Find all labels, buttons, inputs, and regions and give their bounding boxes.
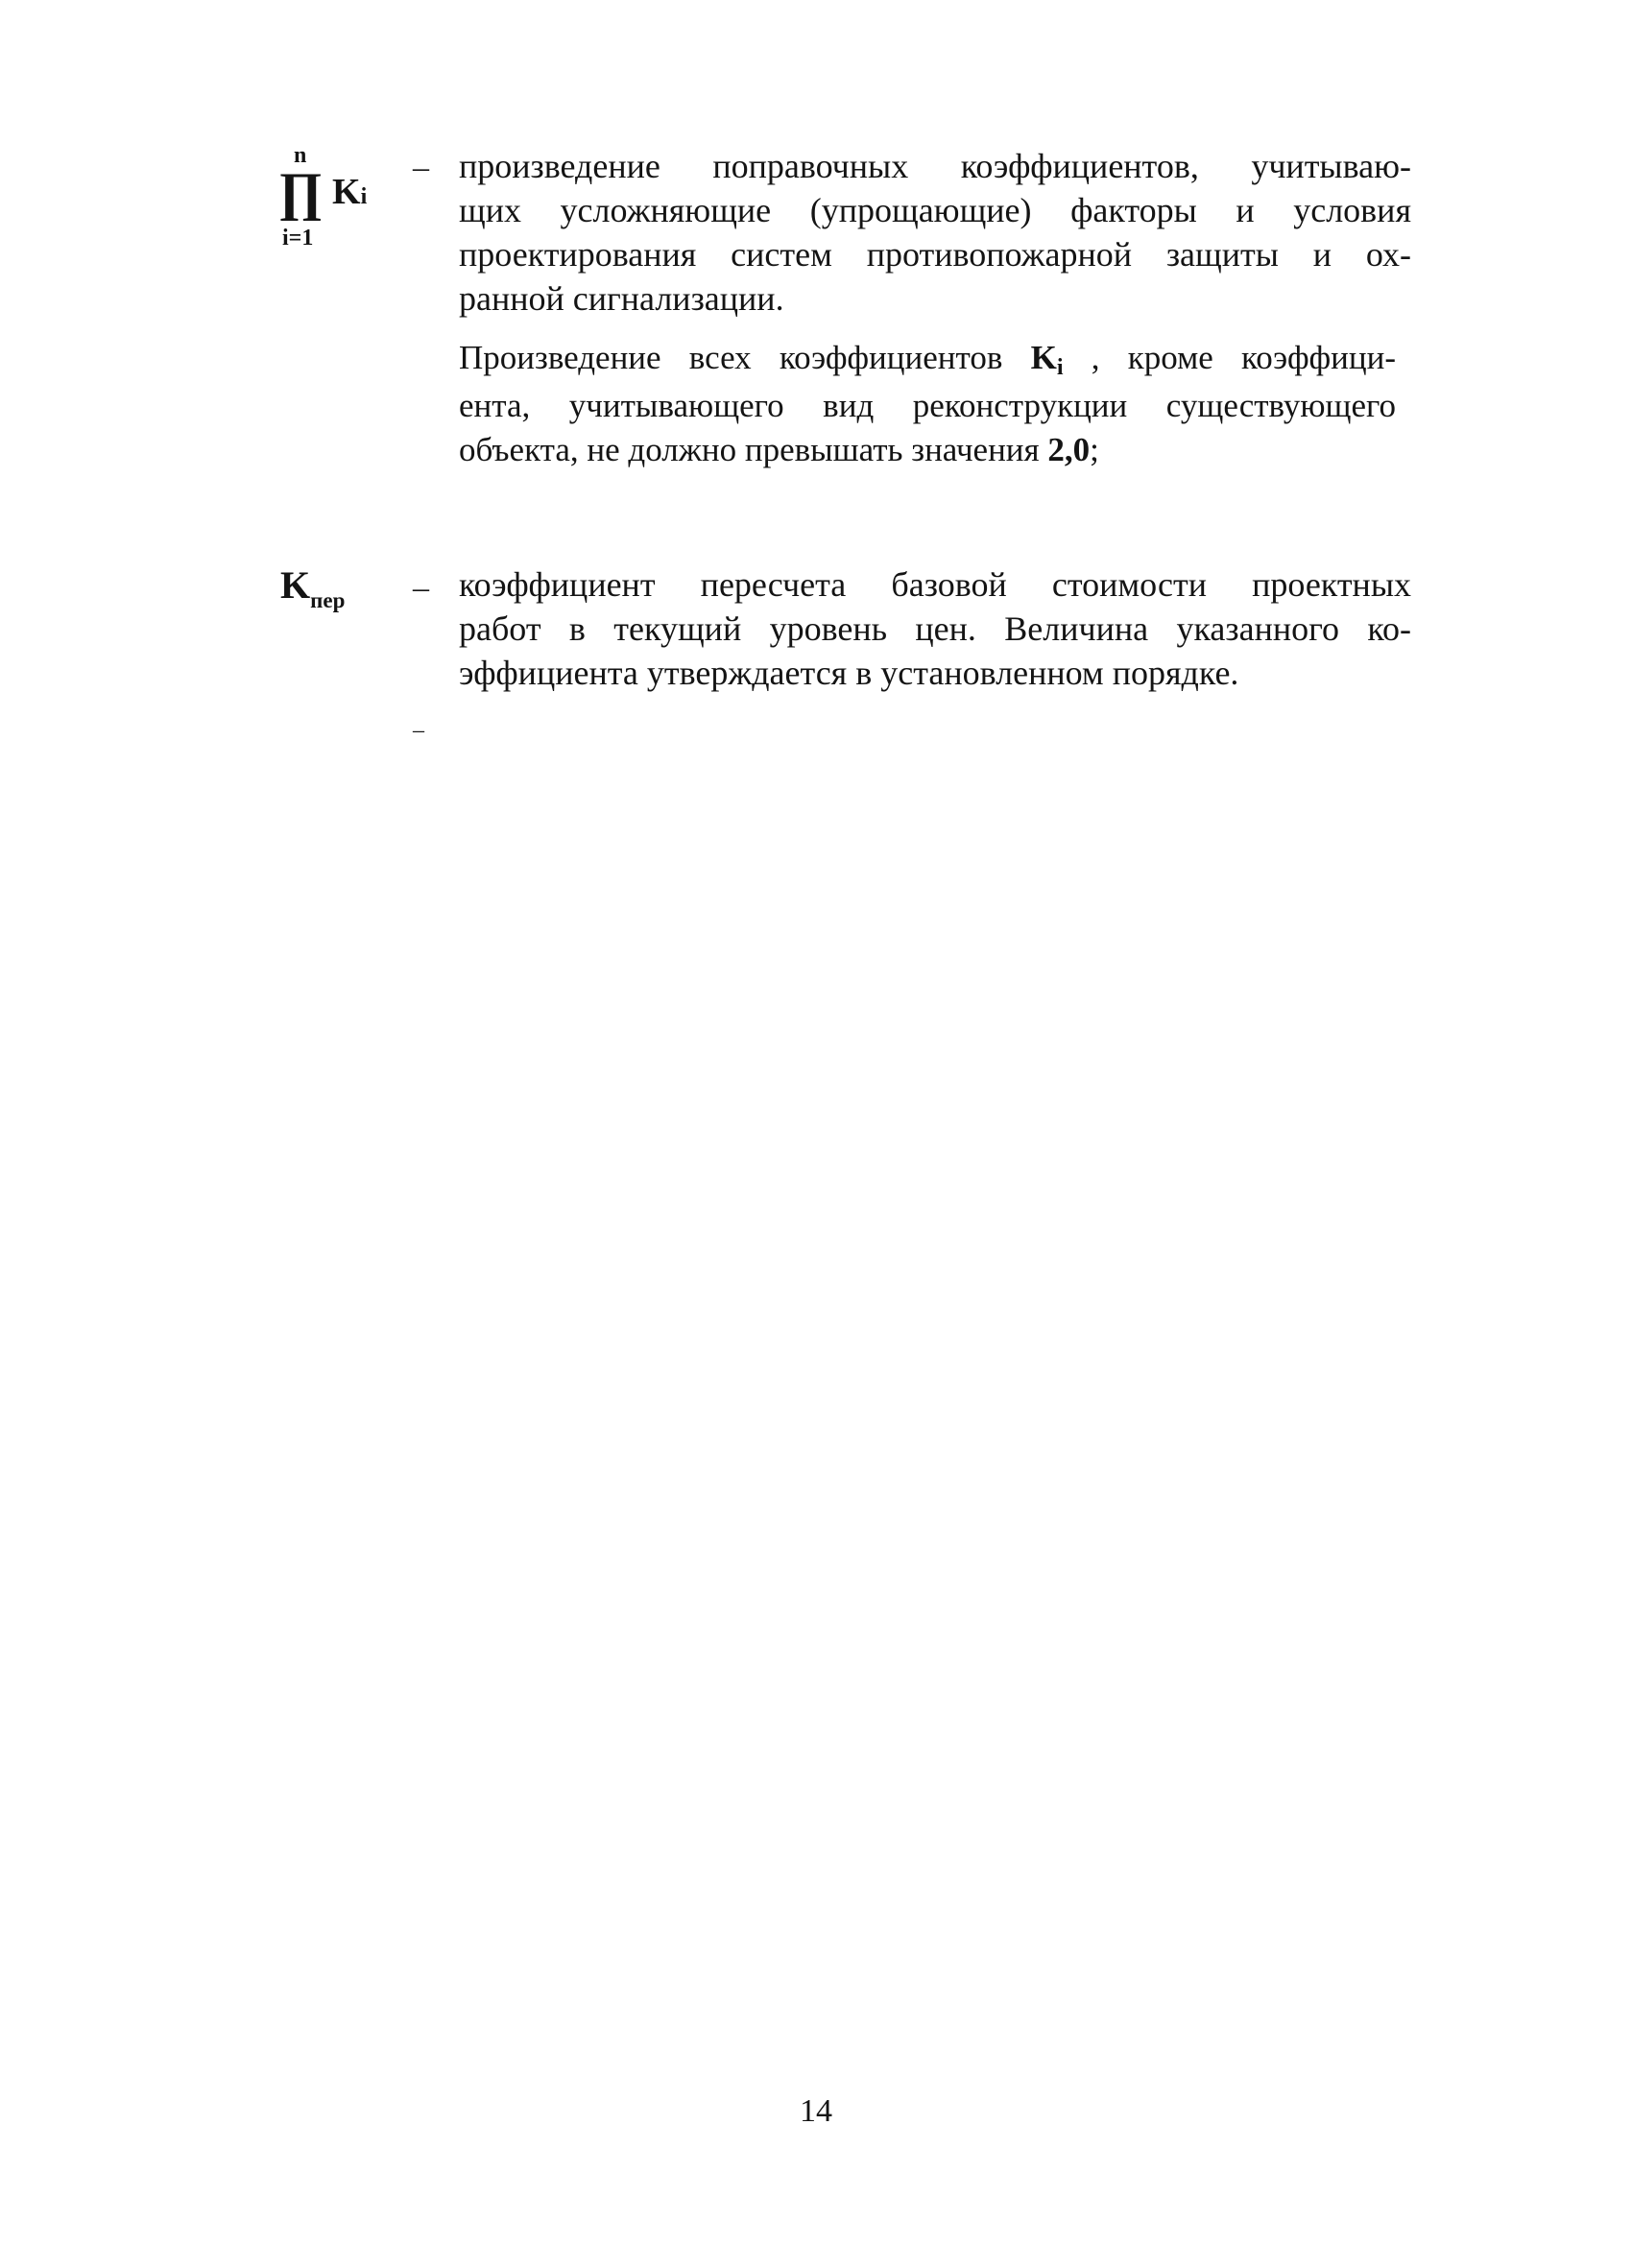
- definition-line: ранной сигнализации.: [459, 279, 784, 318]
- definition-line: эффициента утверждается в установленном порядке.: [459, 654, 1239, 692]
- recalc-coefficient-subscript: пер: [310, 588, 346, 612]
- product-limit-note: [459, 336, 1396, 472]
- definition-line: щих усложняющие (упрощающие) факторы и условия: [459, 191, 1411, 229]
- definition-text-recalc: [459, 562, 1411, 695]
- product-factor-letter: K: [332, 172, 361, 212]
- product-factor-subscript: i: [360, 184, 368, 209]
- note-coefficient-subscript: i: [1056, 355, 1064, 380]
- note-line: [459, 336, 1396, 384]
- stray-dash: –: [413, 718, 424, 743]
- definition-dash: –: [413, 150, 429, 185]
- definition-line: проектирования систем противопожарной защиты и ох-: [459, 235, 1411, 274]
- note-text: объекта, не должно превышать значения: [459, 431, 1048, 468]
- note-limit-value: 2,0: [1047, 431, 1091, 468]
- product-factor: [332, 173, 367, 216]
- note-line: [459, 428, 1396, 472]
- recalc-coefficient-letter: K: [280, 563, 311, 607]
- definition-text-product: [459, 144, 1411, 321]
- page-number: 14: [800, 2093, 832, 2129]
- definition-dash: –: [413, 570, 429, 606]
- note-text: , кроме коэффици-: [1063, 339, 1396, 376]
- note-text: Произведение всех коэффициентов: [459, 339, 1003, 376]
- definition-line: работ в текущий уровень цен. Величина указанного ко-: [459, 609, 1411, 648]
- note-text: ;: [1090, 431, 1099, 468]
- product-symbol: [275, 144, 399, 259]
- note-line: ента, учитывающего вид реконструкции существующего: [459, 387, 1396, 424]
- product-operator: ∏: [278, 162, 324, 222]
- product-upper-limit: n: [294, 143, 307, 168]
- note-coefficient: K: [1030, 339, 1057, 376]
- recalc-coefficient-symbol: [280, 564, 345, 612]
- definition-line: произведение поправочных коэффициентов, учитываю-: [459, 147, 1411, 185]
- definition-line: коэффициент пересчета базовой стоимости проектных: [459, 565, 1411, 604]
- product-lower-limit: i=1: [282, 226, 314, 251]
